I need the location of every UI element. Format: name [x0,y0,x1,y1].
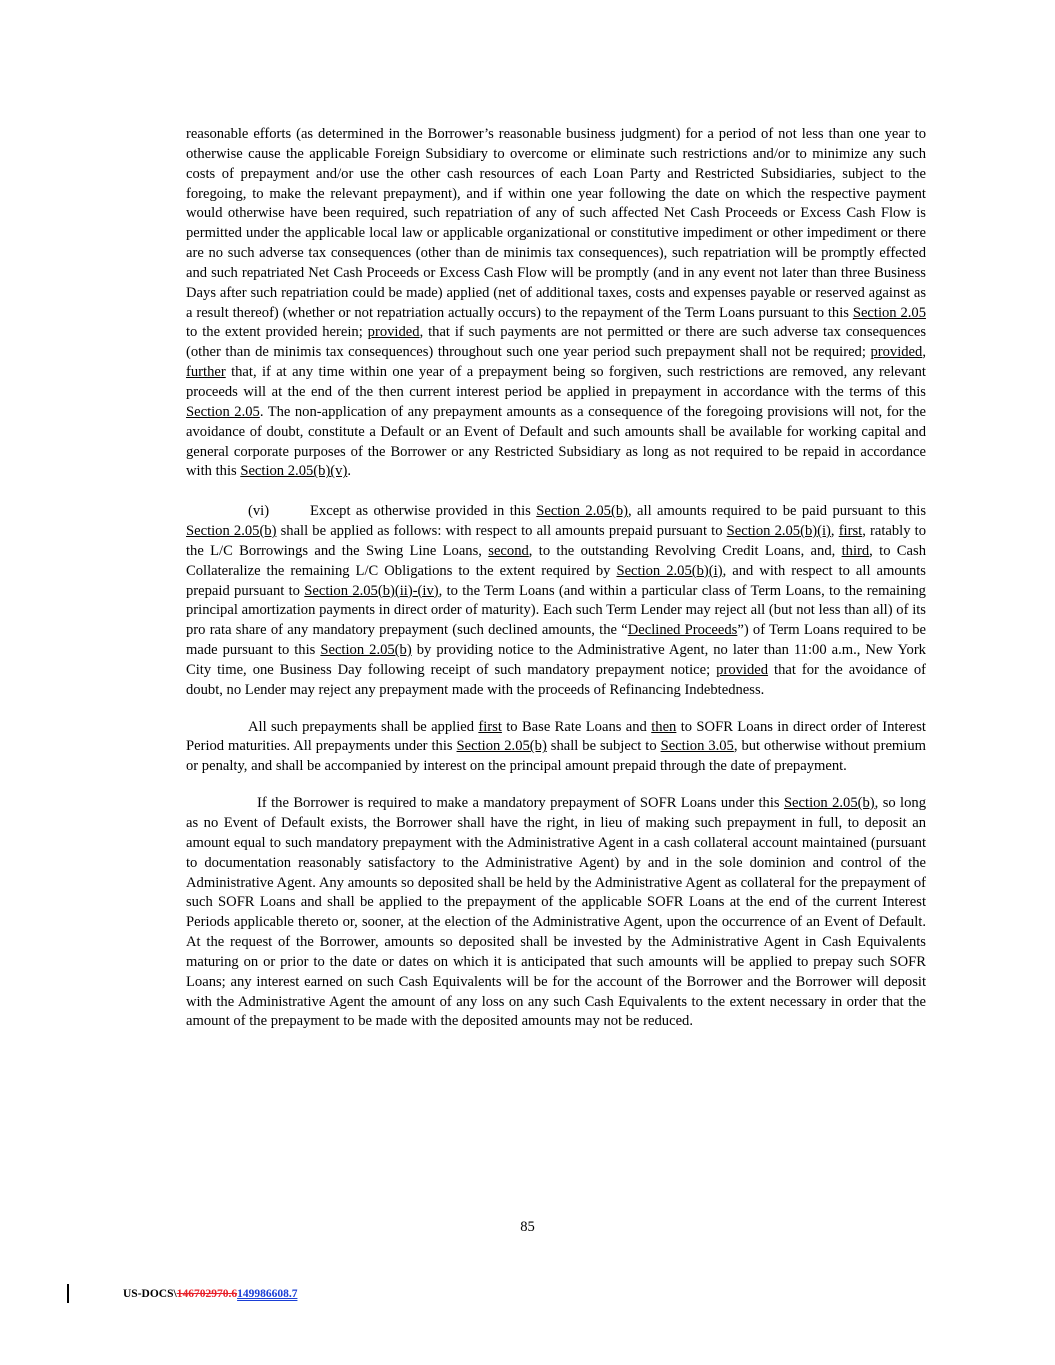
section-reference: Section 3.05 [660,738,734,755]
text-run: , but otherwise without premium or penalty, and shall be accompanied by interest on the principal amount prepaid through the date of prepayment. [186,738,926,775]
section-reference: Section 2.05 [186,403,260,420]
text-run: , all amounts required to be paid pursuant to this [627,503,926,520]
defined-term: further [186,364,226,381]
text-run: to SOFR Loans in direct order of Interest Period maturities. All prepayments under this [186,718,926,755]
paragraph-vi [186,502,926,700]
text-run: that for the avoidance of doubt, no Lender may reject any prepayment made with the proceeds of Refinancing Indebtedness. [186,661,926,698]
section-reference: Section 2.05 [852,304,926,321]
text-run: that, if at any time within one year of a prepayment being so forgiven, such restrictions are removed, any relevant proceeds will at the end of the then current interest period be applied in prepayment in accordance with the terms of this [186,364,926,400]
section-reference: Section 2.05(b) [320,642,412,659]
text-run: by providing notice to the Administrative Agent, no later than 11:00 a.m., New York City time, one Business Day following receipt of such mandatory prepayment notice; [186,642,926,678]
text-run: shall be subject to [546,738,661,755]
text-run: , ratably to the L/C Borrowings and the Swing Line Loans, [186,523,926,559]
section-reference: Section 2.05(b) [186,523,277,540]
text-run: shall be applied as follows: with respect to all amounts prepaid pursuant to [276,523,727,540]
section-reference: Section 2.05(b) [536,503,628,520]
paragraph-application-order [186,718,926,778]
text-run: , to the outstanding Revolving Credit Loans, and, [528,542,842,559]
page-number: 85 [520,1219,535,1235]
text-run: , [830,523,839,540]
text-run: . [347,463,351,480]
text-run: If the Borrower is required to make a mandatory prepayment of SOFR Loans under this [257,795,784,812]
text-run: , and with respect to all amounts prepaid pursuant to [186,562,926,599]
section-reference: Section 2.05(b) [456,738,547,755]
text-run: , so long as no Event of Default exists, the Borrower shall have the right, in lieu of making such prepayment in full, to deposit an amount equal to such mandatory prepayment with the Administrative Agent in a cash collateral account maintained (pursuant to documentation reasonably satisfactory to the Administrative Agent) by and in the sole dominion and control of the Administrative Agent. Any amounts so deposited shall be held by the Administrative Agent as collateral for the prepayment of such SOFR Loans and shall be applied to the prepayment of the applicable SOFR Loans at the end of the current Interest Periods applicable thereto or, sooner, at the election of the Administrative Agent, upon the occurrence of an Event of Default. At the request of the Borrower, amounts so deposited shall be invested by the Administrative Agent in Cash Equivalents maturing on or prior to the date or dates on which it is anticipated that such amounts will be applied to prepay such SOFR Loans; any interest earned on such Cash Equivalents will be for the account of the Borrower and the Borrower will deposit with the Administrative Agent the amount of any loss on any such Cash Equivalents to the extent necessary in order that the amount of the prepayment to be made with the deposited amounts may not be reduced. [186,795,926,1030]
section-reference: Section 2.05(b)(i) [616,562,723,579]
change-bar [67,1284,69,1303]
text-run: , to the Term Loans (and within a particular class of Term Loans, to the remaining principal amortization payments in direct order of maturity). Each such Term Lender may reject all (but not less than all) of its pro rata share of any mandatory prepayment (such declined amounts, the “ [186,582,926,639]
text-run: ”) of Term Loans required to be made pursuant to this [186,622,927,659]
deleted-doc-id: 146702970.6 [176,1288,238,1300]
body-text [186,125,926,1032]
text-run: to Base Rate Loans and [501,718,652,735]
inserted-doc-id: 149986608.7 [237,1288,298,1300]
defined-term: provided [716,661,769,678]
text-run: , [922,344,926,361]
defined-term: provided [870,344,923,361]
paragraph-sofr-deposit [186,794,926,1032]
defined-term: provided [367,324,420,341]
text-run: , to Cash Collateralize the remaining L/C Obligations to the extent required by [186,542,926,579]
section-reference: Section 2.05(b)(ii)-(iv) [304,582,439,599]
defined-term: then [651,718,677,735]
clause-number: (vi) [248,503,270,520]
section-reference: Section 2.05(b)(i) [726,523,831,540]
section-reference: Section 2.05(b) [783,795,875,812]
defined-term: second [488,542,529,559]
text-run: . The non-application of any prepayment amounts as a consequence of the foregoing provisions will not, for the avoidance of doubt, constitute a Default or an Event of Default and such amounts shall be available for working capital and general corporate purposes of the Borrower or any Restricted Subsidiary as long as not required to be repaid in accordance with this [186,403,926,480]
paragraph-continuation [186,125,926,482]
defined-term: Declined Proceeds [627,622,738,639]
defined-term: third [841,542,870,559]
text-run: Except as otherwise provided in this [310,503,537,520]
text-run: to the extent provided herein; [186,324,368,341]
text-run: reasonable efforts (as determined in the Borrower’s reasonable business judgment) for a period of not less than one year to otherwise cause the applicable Foreign Subsidiary to overcome or eliminate such restrictions and/or to minimize any such costs of prepayment and/or use the other cash resources of each Loan Party and Restricted Subsidiaries, subject to the foregoing, to make the relevant prepayment), and if within one year following the date on which the respective payment would otherwise have been required, such repatriation of any of such affected Net Cash Proceeds or Excess Cash Flow is permitted under the applicable local law or applicable organizational or constitutive impediment or other impediment or there are no such adverse tax consequences (other than de minimis tax consequences), such repatriation will be promptly effected and such repatriated Net Cash Proceeds or Excess Cash Flow will be promptly (and in any event not later than three Business Days after such repatriation could be made) applied (net of additional taxes, costs and expenses payable or reserved against as a result thereof) (whether or not repatriation actually occurs) to the repayment of the Term Loans pursuant to this [186,126,926,321]
section-reference: Section 2.05(b)(v) [240,463,348,480]
defined-term: first [478,718,502,735]
document-footer [123,1288,297,1300]
defined-term: first [838,523,863,540]
text-run: All such prepayments shall be applied [248,718,479,735]
footer-prefix: US-DOCS\ [123,1288,177,1300]
text-run: , that if such payments are not permitted or there are such adverse tax consequences (other than de minimis tax consequences) throughout such one year period such prepayment shall not be required; [186,324,926,361]
